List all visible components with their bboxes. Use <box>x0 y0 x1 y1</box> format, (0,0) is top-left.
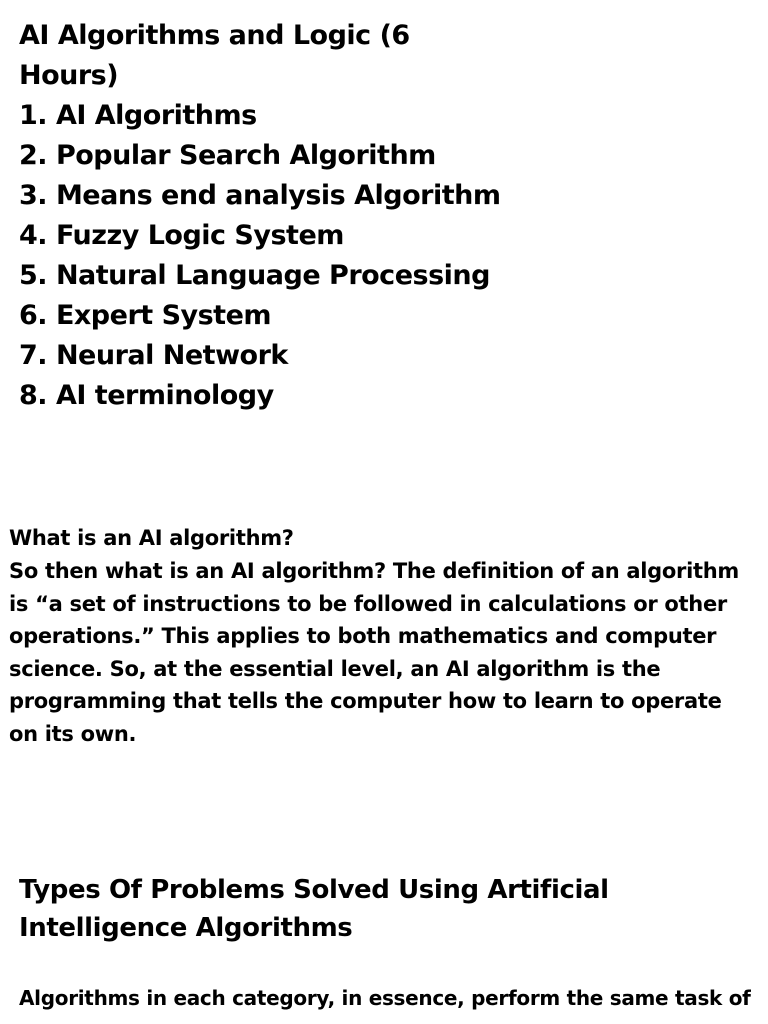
types-heading: Types Of Problems Solved Using Artificial Intelligence Algorithms <box>19 875 609 943</box>
topic-item-natural-language-processing: 5. Natural Language Processing <box>19 260 490 291</box>
topic-item-popular-search-algorithm: 2. Popular Search Algorithm <box>19 140 436 171</box>
definition-paragraph: So then what is an AI algorithm? The definition of an algorithm is “a set of instructions to be followed in calculations or other operations.” This applies to both mathematics and computer science. So, at the essential level, an AI algorithm is the programming that tells the computer how to learn to operate on its own. <box>9 559 739 746</box>
types-paragraph: Algorithms in each category, in essence, perform the same task of <box>19 986 751 1010</box>
topic-item-neural-network: 7. Neural Network <box>19 340 288 371</box>
question-heading: What is an AI algorithm? <box>9 526 294 550</box>
topic-item-expert-system: 6. Expert System <box>19 300 272 331</box>
topic-item-fuzzy-logic-system: 4. Fuzzy Logic System <box>19 220 344 251</box>
page-title: AI Algorithms and Logic (6 Hours) <box>19 20 410 91</box>
topic-item-ai-terminology: 8. AI terminology <box>19 380 274 411</box>
topic-item-means-end-analysis: 3. Means end analysis Algorithm <box>19 180 501 211</box>
topic-list <box>19 96 500 416</box>
topic-item-ai-algorithms: 1. AI Algorithms <box>19 100 257 131</box>
